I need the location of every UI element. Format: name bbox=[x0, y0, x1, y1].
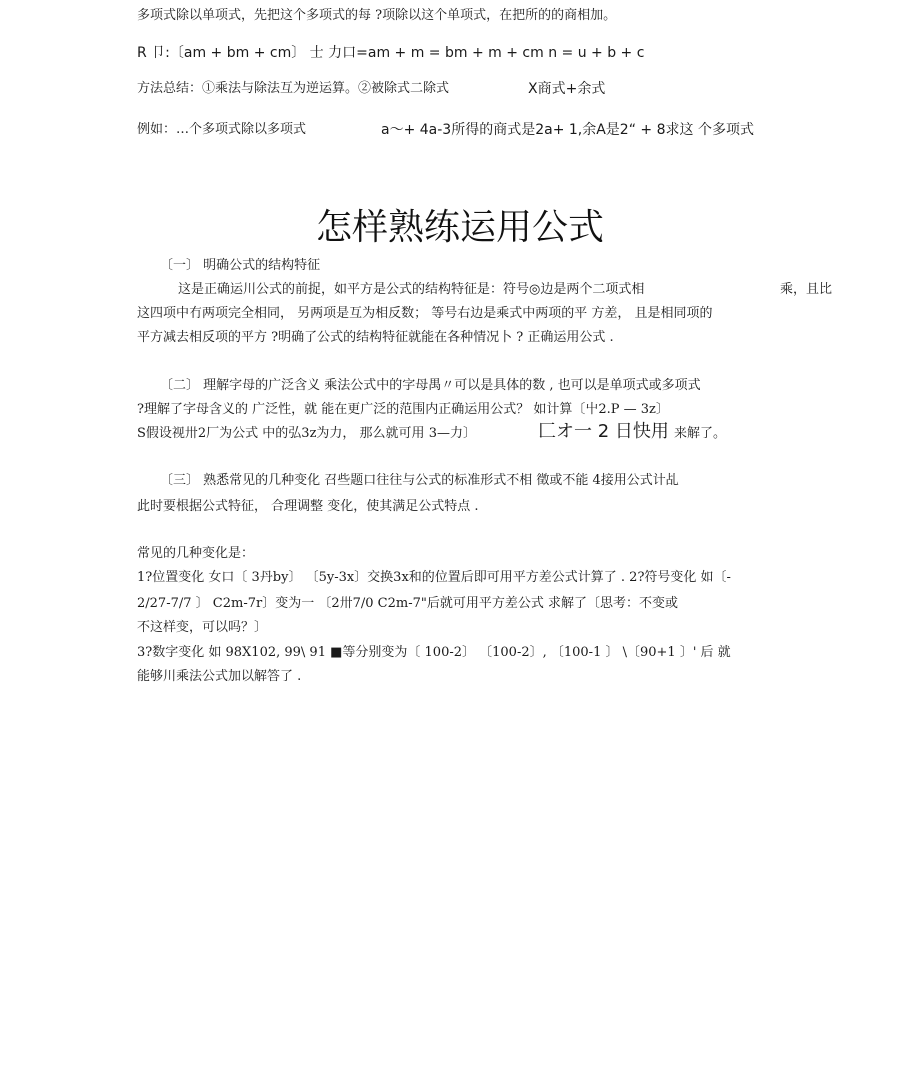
section-3-heading: 〔三〕 熟悉常见的几种变化 召些题口往往与公式的标准形式不相 徵或不能 4接用公式计乩 bbox=[160, 473, 679, 488]
section-1-paragraph-line-1: 这是正确运川公式的前捉，如平方是公式的结构特征是：符号◎边是两个二项式相 bbox=[178, 282, 645, 297]
section-1-paragraph-line-2: 这四项中冇两项完全相同， 另两项是互为相反数； 等号右边是乘式中两项的平 方差， 且是相同项的 bbox=[137, 306, 713, 321]
intro-line-4-example: 例如：…个多项式除以多项式 bbox=[137, 122, 307, 137]
changes-line-2: 2/27-7/7 〕 C2m-7r〕变为一 〔2卅7/0 C2m-7"后就可用平方差公式 求解了〔思考：不变或 bbox=[137, 596, 678, 611]
section-2-formula-large: 匚オ一 2 日快用 bbox=[538, 421, 669, 442]
intro-line-2-formula: R 卩:〔am + bm + cm〕 士 力口=am + m = bm + m + cm n = u + b + c bbox=[137, 45, 645, 61]
intro-line-1: 多项式除以单项式，先把这个多项式的每 ?项除以这个单项式，在把所的的商相加。 bbox=[137, 8, 617, 23]
section-2-paragraph-line-3: S假设视卅2厂为公式 中的弘3z为力， 那么就可用 3—力〕 bbox=[137, 426, 476, 441]
changes-line-4: 3?数字变化 如 98X102, 99\ 91 ■等分别变为〔 100-2〕 〔100-2〕, 〔100-1 〕 \〔90+1 〕' 后 就 bbox=[137, 645, 731, 660]
section-3-paragraph-line-2: 此时要根据公式特征， 合理调整 变化，使其满足公式特点 . bbox=[137, 499, 479, 514]
changes-intro: 常见的几种变化是： bbox=[137, 546, 255, 561]
changes-line-5: 能够川乘法公式加以解答了 . bbox=[137, 669, 302, 684]
section-1-paragraph-line-1-end: 乘，且比 bbox=[780, 282, 833, 297]
section-2-paragraph-line-3-end: 来解了。 bbox=[674, 426, 727, 441]
section-1-heading: 〔一〕 明确公式的结构特征 bbox=[160, 258, 321, 273]
page-title: 怎样熟练运用公式 bbox=[315, 207, 604, 248]
section-2-paragraph-line-2: ?理解了字母含义的 广泛性，就 能在更广泛的范围内正确运用公式？ 如计算〔屮2.P — 3z〕 bbox=[137, 402, 669, 417]
changes-line-1: 1?位置变化 女口〔 3丹by〕 〔5y-3x〕交换3x和的位置后即可用平方差公式计算了 . 2?符号变化 如〔- bbox=[137, 570, 731, 585]
intro-line-4-formula: a～+ 4a-3所得的商式是2a+ 1,余A是2“ + 8求这 个多项式 bbox=[381, 122, 754, 138]
intro-line-3-formula: X商式+余式 bbox=[528, 81, 606, 97]
intro-line-3-summary: 方法总结：①乘法与除法互为逆运算。②被除式二除式 bbox=[137, 81, 450, 96]
section-2-heading: 〔二〕 理解字母的广泛含义 乘法公式中的字母禺〃可以是具体的数 , 也可以是单项式或多项式 bbox=[160, 378, 701, 393]
section-1-paragraph-line-3: 平方减去相反项的平方 ?明确了公式的结构特征就能在各种情况卜 ? 正确运用公式 . bbox=[137, 330, 614, 345]
changes-line-3: 不这样变，可以吗？〕 bbox=[137, 620, 268, 635]
